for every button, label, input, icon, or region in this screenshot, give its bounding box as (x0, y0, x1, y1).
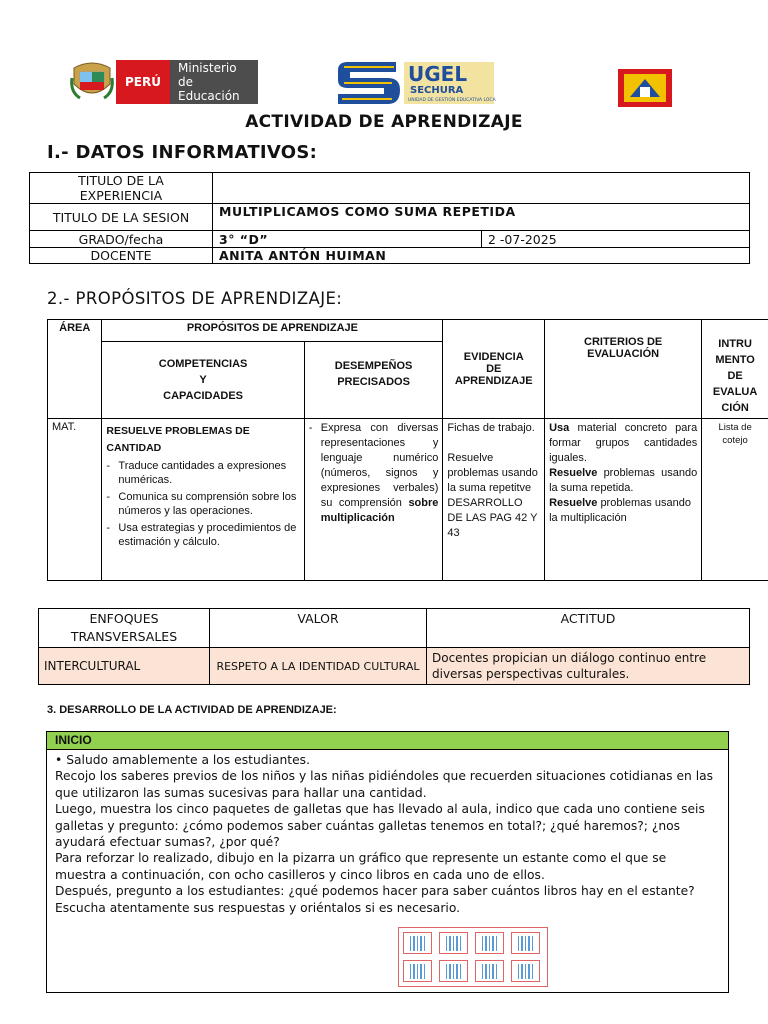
actitud-header: ACTITUD (427, 609, 750, 648)
book-icon (525, 964, 527, 979)
book-icon (482, 964, 484, 979)
table-row (48, 419, 768, 581)
book-icon (446, 964, 448, 979)
book-icon (460, 964, 462, 979)
book-icon (417, 936, 419, 951)
book-icon (456, 936, 458, 951)
book-icon (528, 964, 530, 979)
area-header: ÁREA (48, 320, 102, 419)
section-2-title: 2.- PROPÓSITOS DE APRENDIZAJE: (47, 289, 343, 308)
table-row (30, 231, 750, 248)
paragraph: Para reforzar lo realizado, dibujo en la pizarra un gráfico que represente un estante como el que se muestra a continuación, con ocho casilleros y cinco libros en cada uno de ellos. (55, 851, 667, 882)
ministerio-label: Ministerio de Educación (170, 60, 258, 104)
table-row (30, 204, 750, 231)
book-icon (410, 964, 412, 979)
book-icon (492, 964, 494, 979)
book-icon (460, 936, 462, 951)
book-icon (413, 936, 415, 951)
ugel-name: UGEL (408, 62, 468, 86)
paragraph: Después, pregunto a los estudiantes: ¿qué podemos hacer para saber cuántos libros hay en el estante? Escucha atentamente sus respuestas y oriéntalos si es necesario. (55, 884, 695, 915)
valor-value: RESPETO A LA IDENTIDAD CULTURAL (210, 648, 427, 685)
shelf-diagram (398, 927, 548, 987)
book-icon (489, 964, 491, 979)
section-3-title: 3. DESARROLLO DE LA ACTIVIDAD DE APRENDIZAJE: (47, 704, 337, 716)
enfoques-header: ENFOQUES TRANSVERSALES (39, 609, 210, 648)
propositos-table (47, 319, 768, 581)
experiencia-label: TITULO DE LA EXPERIENCIA (30, 173, 213, 204)
book-icon (424, 964, 426, 979)
book-icon (420, 964, 422, 979)
book-icon (424, 936, 426, 951)
book-icon (410, 936, 412, 951)
book-icon (413, 964, 415, 979)
book-icon (449, 964, 451, 979)
book-icon (525, 936, 527, 951)
enfoque-value: INTERCULTURAL (39, 648, 210, 685)
inicio-heading: INICIO (47, 732, 728, 750)
book-icon (446, 936, 448, 951)
book-icon (453, 964, 455, 979)
criterios-header: CRITERIOS DE EVALUACIÓN (545, 320, 702, 419)
paragraph: Recojo los saberes previos de los niños y las niñas pidiéndoles que recuerden situaciones cotidianas en las que utilizaron las sumas sucesivas para hallar una cantidad. (55, 769, 714, 800)
book-icon (521, 936, 523, 951)
book-icon (532, 964, 534, 979)
desempenos-cell: - Expresa con diversas representaciones y lenguaje numérico (números, signos y expresiones verbales) su comprensión sobre multiplicación (304, 419, 443, 581)
evidencia-header: EVIDENCIA DE APRENDIZAJE (443, 320, 545, 419)
minedu-logo (70, 58, 258, 106)
fecha-value: 2 -07-2025 (482, 231, 750, 248)
list-item: - Comunica su comprensión sobre los números y las operaciones. (118, 490, 299, 518)
shelf-cell (403, 932, 432, 954)
grado-label: GRADO/fecha (30, 231, 213, 248)
actitud-value: Docentes propician un diálogo continuo entre diversas perspectivas culturales. (427, 648, 750, 685)
list-item: - Usa estrategias y procedimientos de estimación y cálculo. (118, 521, 299, 549)
table-row (30, 173, 750, 204)
grado-value: 3° “D” (213, 231, 482, 248)
table-row (48, 320, 768, 342)
shelf-cell (511, 932, 540, 954)
instrumento-header: INTRU MENTO DE EVALUA CIÓN (702, 320, 768, 419)
datos-informativos-table (29, 172, 750, 264)
competencias-cell: RESUELVE PROBLEMAS DE CANTIDAD - Traduce cantidades a expresiones numéricas. - Comunica su comprensión sobre los números y las operaciones. - Usa estrategias y procedimientos de estimación y cálculo. (102, 419, 304, 581)
inicio-box (46, 731, 729, 993)
list-item: - Traduce cantidades a expresiones numéricas. (118, 459, 299, 487)
book-icon (453, 936, 455, 951)
book-icon (518, 964, 520, 979)
area-cell: MAT. (48, 419, 102, 581)
book-icon (521, 964, 523, 979)
propositos-header: PROPÓSITOS DE APRENDIZAJE (102, 320, 443, 342)
shelf-cell (439, 932, 468, 954)
section-1-title: I.- DATOS INFORMATIVOS: (47, 142, 318, 163)
book-icon (485, 936, 487, 951)
sesion-value: MULTIPLICAMOS COMO SUMA REPETIDA (213, 204, 750, 231)
experiencia-value (213, 173, 750, 204)
shelf-cell (511, 960, 540, 982)
peru-label: PERÚ (116, 60, 170, 104)
evidencia-cell: Fichas de trabajo. Resuelve problemas usando la suma repetitve DESARROLLO DE LAS PAG 42 Y 43 (443, 419, 545, 581)
list-item: • Saludo amablemente a los estudiantes. (55, 753, 310, 767)
page-title: ACTIVIDAD DE APRENDIZAJE (245, 112, 523, 132)
sesion-label: TITULO DE LA SESION (30, 204, 213, 231)
logo-bar (0, 55, 768, 115)
criterios-cell: Usa material concreto para formar grupos cantidades iguales. Resuelve problemas usando la suma repetida. Resuelve problemas usando la multiplicación (545, 419, 702, 581)
book-icon (489, 936, 491, 951)
ugel-tagline: UNIDAD DE GESTIÓN EDUCATIVA LOCAL (408, 98, 496, 103)
table-row (30, 248, 750, 264)
book-icon (496, 964, 498, 979)
book-icon (528, 936, 530, 951)
book-icon (482, 936, 484, 951)
bullet-icon: • (55, 753, 63, 767)
book-icon (420, 936, 422, 951)
shelf-cell (475, 960, 504, 982)
docente-value: ANITA ANTÓN HUIMAN (213, 248, 750, 264)
book-icon (485, 964, 487, 979)
inicio-body (47, 750, 728, 918)
shelf-cell (403, 960, 432, 982)
table-row (39, 648, 750, 685)
book-icon (492, 936, 494, 951)
book-icon (532, 936, 534, 951)
valor-header: VALOR (210, 609, 427, 648)
book-icon (496, 936, 498, 951)
shelf-cell (439, 960, 468, 982)
book-icon (518, 936, 520, 951)
table-row (39, 609, 750, 648)
desempenos-header: DESEMPEÑOS PRECISADOS (304, 342, 443, 419)
school-logo (618, 69, 672, 107)
competencias-header: COMPETENCIAS Y CAPACIDADES (102, 342, 304, 419)
book-icon (417, 964, 419, 979)
instrumento-cell: Lista de cotejo (702, 419, 768, 581)
ugel-sub: SECHURA (410, 85, 464, 96)
book-icon (456, 964, 458, 979)
book-icon (449, 936, 451, 951)
shelf-cell (475, 932, 504, 954)
coat-of-arms-icon (70, 58, 114, 106)
enfoques-table (38, 608, 750, 685)
docente-label: DOCENTE (30, 248, 213, 264)
paragraph: Luego, muestra los cinco paquetes de galletas que has llevado al aula, indico que cada uno contiene seis galletas y pregunto: ¿cómo podemos saber cuántas galletas tenemos en total?; ¿qué haremos?; ¿nos ayudará efectuar sumas?, ¿por qué? (55, 802, 705, 850)
ugel-logo (334, 58, 496, 108)
